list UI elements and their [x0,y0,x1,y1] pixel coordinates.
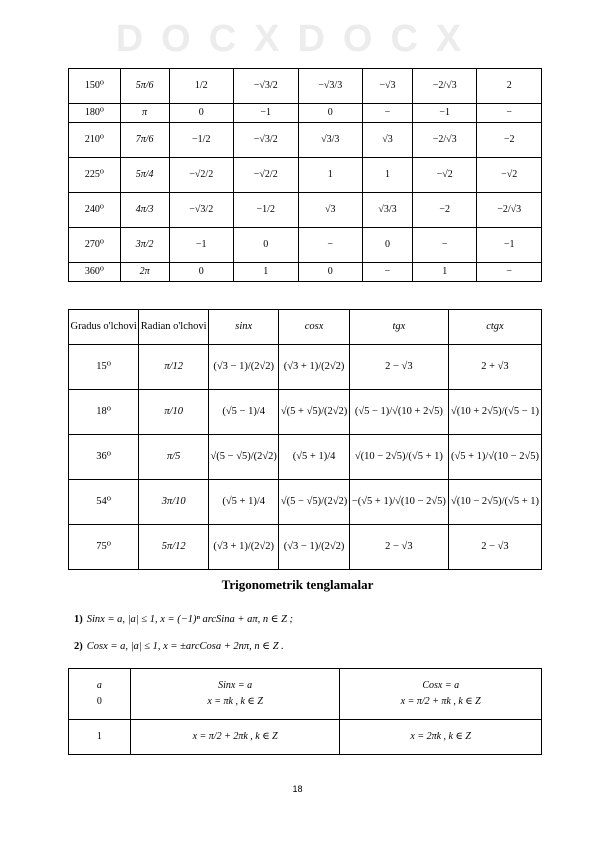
table-cell: √(10 + 2√5)/(√5 − 1) [448,390,541,435]
formula-number: 1) [74,614,83,625]
table-cell: 0 [169,104,234,123]
formula-number: 2) [74,641,83,652]
table-cell: (√3 + 1)/(2√2) [279,345,349,390]
table-cell: 0 [298,263,363,282]
table-cell: √(5 − √5)/(2√2) [209,435,279,480]
table-cell: 5π/6 [120,69,169,104]
table-row [69,435,542,480]
header-a: a [96,679,102,691]
table-cell: −√3/2 [234,69,299,104]
table-cell: 1/2 [169,69,234,104]
cell-cos: x = 2πk , k ∈ Z [340,720,542,755]
table-cell: −1 [169,228,234,263]
table-row [69,720,542,755]
solution-sin: x = πk , k ∈ Z [207,696,263,707]
table-cell: (√3 + 1)/(2√2) [209,525,279,570]
table-cell: √3 [298,193,363,228]
table-cell: 2 − √3 [349,345,448,390]
page-number: 18 [292,784,303,794]
table-cell: 0 [298,104,363,123]
table-cell: −√3/3 [298,69,363,104]
table-cell: −√2 [477,158,542,193]
table-cell: 2 − √3 [349,525,448,570]
table-cell: (√3 − 1)/(2√2) [279,525,349,570]
table-cell: 210⁰ [69,123,121,158]
header-sin: sinx [209,310,279,345]
table-cell: 54⁰ [69,480,139,525]
table-cell: −√2/2 [234,158,299,193]
table-cell: 0 [234,228,299,263]
table-cell: 3π/2 [120,228,169,263]
cell-cos [340,669,542,720]
table-cell: −2/√3 [412,69,477,104]
table-row [69,104,542,123]
table-row [69,123,542,158]
table-row [69,263,542,282]
table-cell: √3 [363,123,413,158]
table-cell: (√5 + 1)/4 [279,435,349,480]
table-cell: √(5 + √5)/(2√2) [279,390,349,435]
cell-a: 1 [69,720,131,755]
solution-cos: x = π/2 + πk , k ∈ Z [400,696,481,707]
table-cell: 5π/12 [139,525,209,570]
table-row [69,390,542,435]
cell-sin [130,669,340,720]
table-cell: π [120,104,169,123]
table-cell: −1 [234,104,299,123]
table-cell: π/12 [139,345,209,390]
formula-text: Sinx = a, |a| ≤ 1, x = (−1)ⁿ arcSina + aπ, n ∈ Z ; [86,614,294,625]
table-cell: 2π [120,263,169,282]
table-row [69,345,542,390]
special-angles-table [68,309,542,570]
table-cell: π/10 [139,390,209,435]
table-cell: (√5 + 1)/√(10 − 2√5) [448,435,541,480]
table-cell: 36⁰ [69,435,139,480]
table-cell: π/5 [139,435,209,480]
cell-a [69,669,131,720]
header-ctg: ctgx [448,310,541,345]
table-cell: −√2 [412,158,477,193]
table-row [69,193,542,228]
formula-cos [74,640,284,652]
table-cell: √(5 − √5)/(2√2) [279,480,349,525]
table-cell: −√3 [363,69,413,104]
header-cos: Cosx = a [422,679,460,691]
table-cell: −√3/2 [234,123,299,158]
table-cell: (√5 + 1)/4 [209,480,279,525]
table-cell: 2 [477,69,542,104]
table-cell: 1 [363,158,413,193]
table-cell: −2/√3 [477,193,542,228]
table-cell: 4π/3 [120,193,169,228]
table-cell: − [477,104,542,123]
table-row [69,158,542,193]
table-cell: −1/2 [234,193,299,228]
table-cell: −(√5 + 1)/√(10 − 2√5) [349,480,448,525]
table-cell: −√3/2 [169,193,234,228]
table-cell: 1 [234,263,299,282]
section-title: Trigonometrik tenglamalar [221,577,374,592]
table-cell: 75⁰ [69,525,139,570]
table-cell: −2 [412,193,477,228]
table-cell: 2 − √3 [448,525,541,570]
table-cell: 150⁰ [69,69,121,104]
table-cell: 15⁰ [69,345,139,390]
table-cell: 0 [363,228,413,263]
header-cos: cosx [279,310,349,345]
cell-sin: x = π/2 + 2πk , k ∈ Z [130,720,340,755]
table-row [69,228,542,263]
table-cell: √(10 − 2√5)/(√5 + 1) [448,480,541,525]
header-degree: Gradus o'lchovi [69,310,139,345]
table-cell: √3/3 [363,193,413,228]
table-cell: 240⁰ [69,193,121,228]
header-radian: Radian o'lchovi [139,310,209,345]
table-cell: (√3 − 1)/(2√2) [209,345,279,390]
table-row [69,669,542,720]
table-cell: −1 [412,104,477,123]
equation-solutions-table [68,668,542,755]
value-a: 0 [96,696,102,707]
table-cell: −1 [477,228,542,263]
formula-sin [74,613,293,625]
table-cell: 360⁰ [69,263,121,282]
formula-text: Cosx = a, |a| ≤ 1, x = ±arcCosa + 2nπ, n ∈ Z . [86,641,284,652]
table-cell: (√5 − 1)/4 [209,390,279,435]
table-cell: 180⁰ [69,104,121,123]
table-cell: (√5 − 1)/√(10 + 2√5) [349,390,448,435]
table-cell: √3/3 [298,123,363,158]
table-cell: 2 + √3 [448,345,541,390]
table-cell: 5π/4 [120,158,169,193]
table-cell: √(10 − 2√5)/(√5 + 1) [349,435,448,480]
trig-values-table [68,68,542,282]
table-cell: 1 [412,263,477,282]
table-cell: 3π/10 [139,480,209,525]
table-cell: 7π/6 [120,123,169,158]
table-row [69,525,542,570]
table-cell: 270⁰ [69,228,121,263]
table-cell: − [363,263,413,282]
table-cell: 0 [169,263,234,282]
table-cell: −1/2 [169,123,234,158]
header-sin: Sinx = a [218,679,253,691]
table-cell: 225⁰ [69,158,121,193]
table-cell: −2 [477,123,542,158]
table-cell: −√2/2 [169,158,234,193]
table-row [69,480,542,525]
table-cell: − [298,228,363,263]
table-header-row [69,310,542,345]
table-cell: − [412,228,477,263]
table-cell: −2/√3 [412,123,477,158]
table-cell: − [363,104,413,123]
watermark: DOCXDOCX [115,18,480,60]
table-cell: − [477,263,542,282]
header-tg: tgx [349,310,448,345]
table-cell: 1 [298,158,363,193]
table-row [69,69,542,104]
table-cell: 18⁰ [69,390,139,435]
